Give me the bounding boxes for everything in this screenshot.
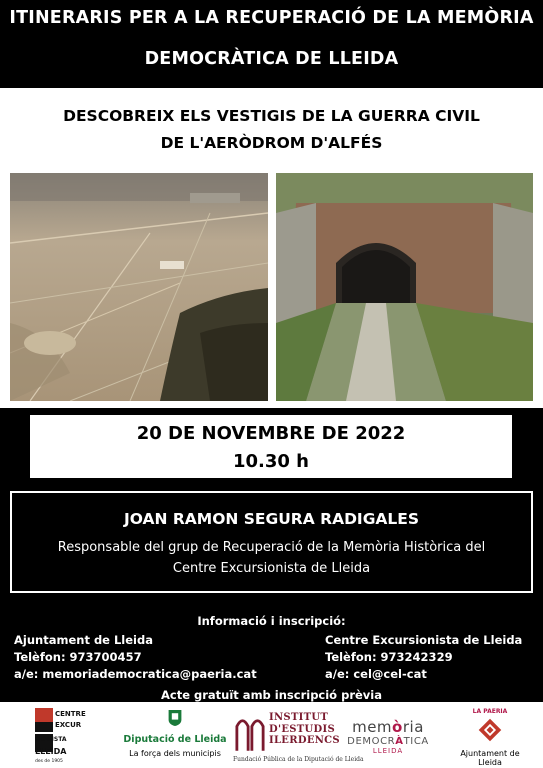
- sponsor-logos-bar: [0, 702, 543, 768]
- contact-left-org: Ajuntament de Lleida: [14, 633, 153, 647]
- subtitle-line2: DE L'AERÒDROM D'ALFÉS: [160, 134, 383, 152]
- paeria-name: Ajuntament de Lleida: [460, 749, 520, 767]
- event-subtitle: [0, 103, 543, 157]
- tunnel-photo: [276, 173, 533, 401]
- memoria-wordmark-c: ria: [402, 718, 424, 736]
- contact-left-phone[interactable]: Telèfon: 973700457: [14, 650, 142, 664]
- iei-name-line2: D'ESTUDIS: [269, 723, 336, 735]
- subtitle-line1: DESCOBREIX ELS VESTIGIS DE LA GUERRA CIVIL: [63, 107, 480, 125]
- aerial-photo: [10, 173, 268, 401]
- memoria-democratica-logo: [340, 708, 436, 764]
- speaker-role-line2: Centre Excursionista de Lleida: [172, 561, 371, 576]
- iei-name-line1: INSTITUT: [269, 712, 329, 723]
- cel-logo-text-5: des de 1905: [35, 759, 63, 764]
- cel-logo: [33, 708, 91, 764]
- memoria-wordmark: [340, 718, 436, 736]
- paeria-logo: [448, 708, 532, 767]
- speaker-name: JOAN RAMON SEGURA RADIGALES: [123, 510, 420, 528]
- iei-logo: [233, 708, 364, 764]
- diputacio-logo: [123, 708, 227, 764]
- cel-logo-text-4: LLEIDA: [35, 747, 67, 756]
- info-title: Informació i inscripció:: [197, 614, 346, 628]
- event-time: 10.30 h: [232, 451, 310, 472]
- paeria-label: LA PAERIA: [472, 708, 508, 715]
- speaker-role: [12, 537, 531, 579]
- memoria-wordmark-b: ò: [392, 718, 403, 736]
- event-date: 20 DE NOVEMBRE DE 2022: [136, 423, 406, 444]
- diputacio-shield-icon: [167, 708, 183, 728]
- contact-ajuntament: [14, 632, 257, 683]
- contact-right-org: Centre Excursionista de Lleida: [325, 633, 523, 647]
- contact-left-email[interactable]: a/e: memoriademocratica@paeria.cat: [14, 667, 257, 681]
- iei-name-line3: ILERDENCS: [269, 735, 340, 746]
- contact-right-email[interactable]: a/e: cel@cel-cat: [325, 667, 427, 681]
- paeria-emblem-icon: [477, 717, 503, 743]
- contact-centre-excursionista: [325, 632, 522, 683]
- speaker-box: [10, 491, 533, 593]
- event-datetime-box: [30, 415, 512, 478]
- header-title-line1: ITINERARIS PER A LA RECUPERACIÓ DE LA MEMÒRIA: [9, 8, 534, 28]
- header-banner: [0, 0, 543, 80]
- free-entry-note: Acte gratuït amb inscripció prèvia: [161, 688, 382, 702]
- cel-logo-text-3: SIONISTA: [35, 736, 67, 743]
- header-title-line2: DEMOCRÀTICA DE LLEIDA: [144, 49, 399, 69]
- contact-right-phone[interactable]: Telèfon: 973242329: [325, 650, 453, 664]
- diputacio-name: Diputació de Lleida: [123, 734, 227, 745]
- iei-name: [269, 712, 340, 747]
- democratica-wordmark: [340, 736, 436, 747]
- diputacio-tagline: La força dels municipis: [129, 749, 221, 758]
- cel-logo-text-1: CENTRE: [55, 710, 86, 718]
- democratica-wordmark-a: DEMOCR: [347, 736, 396, 747]
- memoria-wordmark-a: mem: [352, 718, 393, 736]
- iei-arches-icon: [235, 712, 265, 752]
- democratica-wordmark-c: TICA: [403, 736, 429, 747]
- speaker-role-line1: Responsable del grup de Recuperació de la Memòria Històrica del: [57, 540, 486, 555]
- iei-subtitle: Fundació Pública de la Diputació de Lleida: [233, 756, 364, 763]
- memoria-city: LLEIDA: [372, 747, 404, 755]
- cel-logo-text-2: EXCUR: [55, 721, 82, 729]
- democratica-wordmark-b: À: [395, 736, 404, 747]
